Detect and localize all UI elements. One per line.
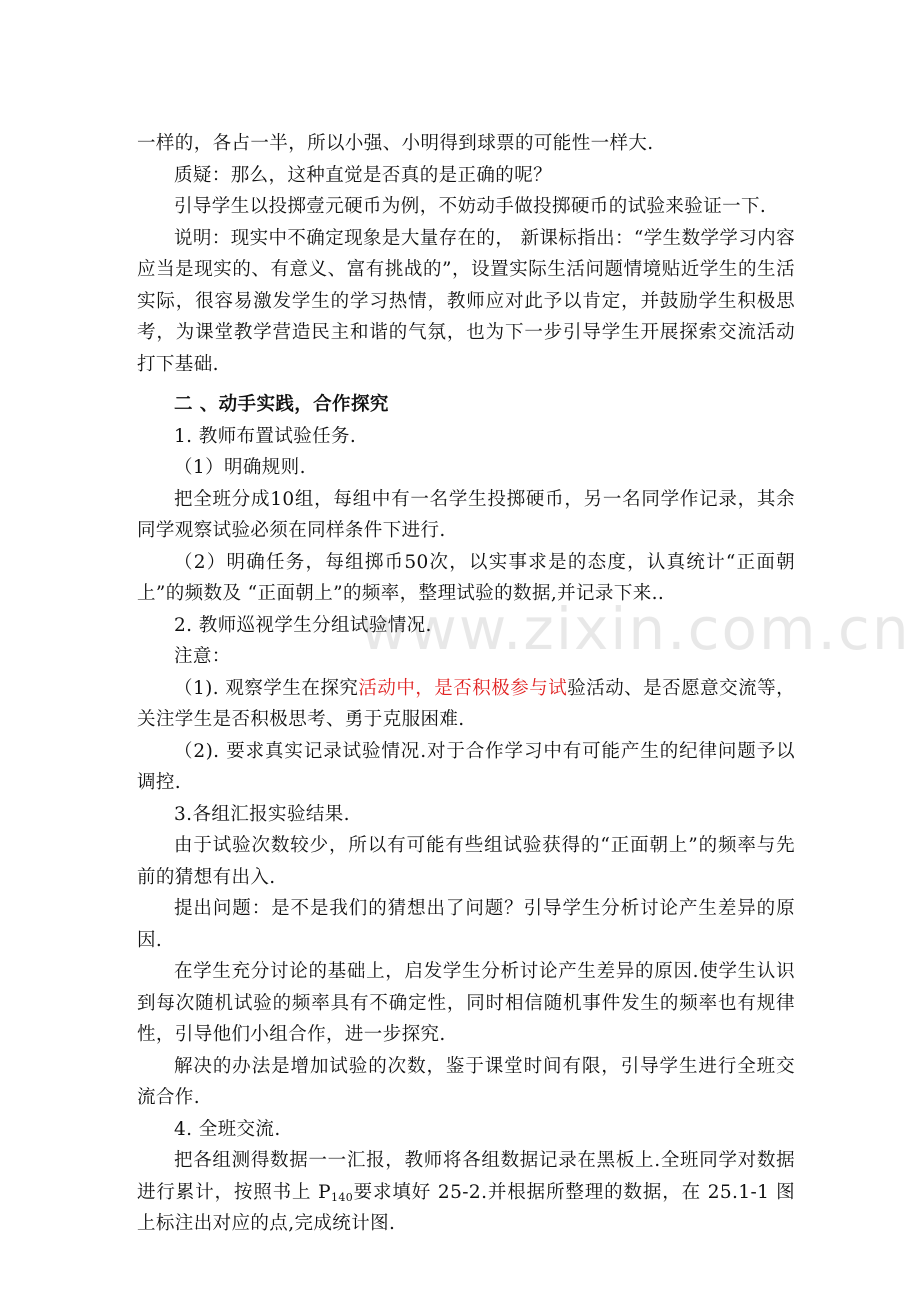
note-1-start: （1). 观察学生在探究 [174, 677, 359, 699]
step-4-text-end: 要求填好 25-2.并根据所整理的数据，在 25.1-1 图上标注出对应的点,完成统计图. [137, 1181, 795, 1234]
note-1 [137, 673, 795, 736]
question-paragraph: 提出问题：是不是我们的猜想出了问题？引导学生分析讨论产生差异的原因. [137, 898, 795, 951]
note-1-end: 验活动、是否愿意交流等，关注学生是否积极思考、勇于克服困难. [137, 677, 795, 730]
step-3-title: 3.各组汇报实验结果. [174, 803, 350, 825]
section-heading: 二 、动手实践，合作探究 [174, 394, 389, 415]
step-2-title: 2. 教师巡视学生分组试验情况. [174, 614, 432, 636]
step-1-title: 1. 教师布置试验任务. [174, 425, 357, 447]
note-2: （2). 要求真实记录试验情况.对于合作学习中有可能产生的纪律问题予以调控. [137, 740, 795, 793]
paragraph-explanation: 说明：现实中不确定现象是大量存在的， 新课标指出：“学生数学学习内容应当是现实的、有意义、富有挑战的”，设置实际生活问题情境贴近学生的生活实际，很容易激发学生的学习热情，教师应对此予以肯定，并鼓励学生积极思考，为课堂教学营造民主和谐的气氛，也为下一步引导学生开展探索交流活动打下基础. [137, 227, 795, 375]
document-body [137, 128, 795, 1240]
discussion-paragraph: 在学生充分讨论的基础上，启发学生分析讨论产生差异的原因.使学生认识到每次随机试验的频率具有不确定性，同时相信随机事件发生的频率也有规律性，引导他们小组合作，进一步探究. [137, 961, 795, 1045]
paragraph-continuation: 一样的，各占一半，所以小强、小明得到球票的可能性一样大. [137, 133, 654, 154]
paragraph-question: 质疑：那么，这种直觉是否真的是正确的呢？ [174, 164, 553, 186]
step-4-title: 4. 全班交流. [174, 1118, 281, 1140]
note-1-highlight: 活动中，是否积极参与试 [358, 677, 568, 699]
step-1-rule-title: （1）明确规则. [174, 457, 306, 478]
note-label: 注意： [174, 646, 231, 667]
step-3-text: 由于试验次数较少，所以有可能有些组试验获得的“正面朝上”的频率与先前的猜想有出入. [137, 835, 795, 888]
page-subscript: 140 [330, 1190, 354, 1204]
step-1-rule-text: 把全班分成10组，每组中有一名学生投掷硬币，另一名同学作记录，其余同学观察试验必须在同样条件下进行. [137, 488, 795, 541]
step-4-text-start: 把各组测得数据一一汇报，教师将各组数据记录在黑板上.全班同学对数据进行累计，按照书上 P [137, 1150, 795, 1203]
watermark: www.zixin.com.cn [360, 595, 911, 663]
step-1-task: （2）明确任务，每组掷币50次，以实事求是的态度，认真统计“正面朝上”的频数及 “正面朝上”的频率，整理试验的数据,并记录下来.. [137, 551, 795, 604]
solution-paragraph: 解决的办法是增加试验的次数，鉴于课堂时间有限，引导学生进行全班交流合作. [137, 1055, 795, 1108]
paragraph-guide: 引导学生以投掷壹元硬币为例，不妨动手做投掷硬币的试验来验证一下. [174, 196, 767, 217]
step-4-text [137, 1145, 795, 1240]
